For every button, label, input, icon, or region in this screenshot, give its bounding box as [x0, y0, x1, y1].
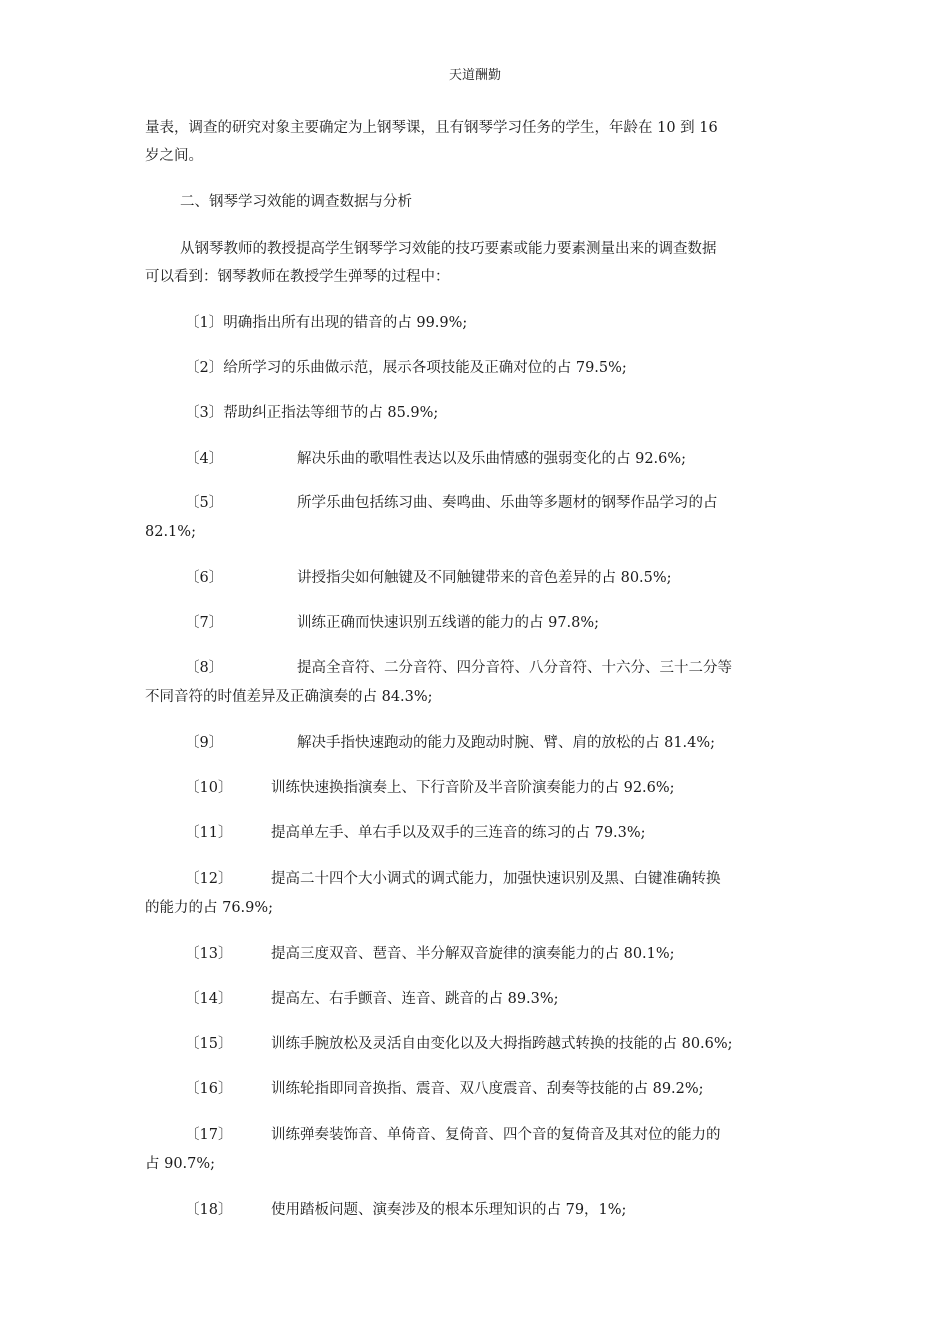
item-text: 给所学习的乐曲做示范，展示各项技能及正确对位的占 79.5%;	[223, 360, 627, 376]
list-item	[185, 730, 805, 757]
list-item	[185, 310, 805, 337]
item-number: 〔11〕	[185, 825, 233, 841]
item-number: 〔13〕	[185, 946, 233, 962]
page-header: 天道酬勤	[448, 68, 501, 83]
list-item	[185, 610, 805, 637]
item-number: 〔17〕	[185, 1127, 233, 1143]
list-item	[185, 866, 805, 893]
list-item	[185, 820, 805, 847]
item-number: 〔3〕	[185, 405, 224, 421]
list-item	[185, 446, 805, 473]
item-text: 所学乐曲包括练习曲、奏鸣曲、乐曲等多题材的钢琴作品学习的占	[297, 495, 718, 511]
item-number: 〔10〕	[185, 780, 233, 796]
item-continuation: 82.1%;	[145, 524, 196, 540]
paragraph-line-2: 可以看到：钢琴教师在教授学生弹琴的过程中：	[145, 269, 450, 285]
list-item	[185, 1031, 805, 1058]
paragraph-line-1: 从钢琴教师的教授提高学生钢琴学习效能的技巧要素或能力要素测量出来的调查数据	[180, 241, 717, 257]
item-text: 提高三度双音、琶音、半分解双音旋律的演奏能力的占 80.1%;	[271, 946, 675, 962]
list-item	[185, 986, 805, 1013]
item-text: 解决手指快速跑动的能力及跑动时腕、臂、肩的放松的占 81.4%;	[297, 735, 716, 751]
item-continuation: 不同音符的时值差异及正确演奏的占 84.3%;	[145, 689, 433, 705]
list-item	[185, 490, 805, 517]
item-text: 提高左、右手颤音、连音、跳音的占 89.3%;	[271, 991, 559, 1007]
item-number: 〔14〕	[185, 991, 233, 1007]
list-item	[185, 565, 805, 592]
item-number: 〔9〕	[185, 735, 224, 751]
item-number: 〔1〕	[185, 315, 224, 331]
item-text: 帮助纠正指法等细节的占 85.9%;	[223, 405, 439, 421]
item-number: 〔5〕	[185, 495, 224, 511]
list-item	[185, 1197, 805, 1224]
item-text: 训练弹奏装饰音、单倚音、复倚音、四个音的复倚音及其对位的能力的	[271, 1127, 721, 1143]
item-number: 〔7〕	[185, 615, 224, 631]
item-text: 提高单左手、单右手以及双手的三连音的练习的占 79.3%;	[271, 825, 646, 841]
list-item	[185, 941, 805, 968]
section-title: 二、钢琴学习效能的调查数据与分析	[180, 194, 412, 210]
item-text: 使用踏板问题、演奏涉及的根本乐理知识的占 79，1%;	[271, 1202, 627, 1218]
item-number: 〔16〕	[185, 1081, 233, 1097]
list-item	[185, 400, 805, 427]
intro-line-2: 岁之间。	[145, 148, 203, 164]
item-number: 〔2〕	[185, 360, 224, 376]
item-text: 训练轮指即同音换指、震音、双八度震音、刮奏等技能的占 89.2%;	[271, 1081, 704, 1097]
list-item	[185, 1122, 805, 1149]
item-text: 讲授指尖如何触键及不同触键带来的音色差异的占 80.5%;	[297, 570, 672, 586]
item-text: 训练正确而快速识别五线谱的能力的占 97.8%;	[297, 615, 600, 631]
item-text: 提高二十四个大小调式的调式能力，加强快速识别及黑、白键准确转换	[271, 871, 721, 887]
item-number: 〔18〕	[185, 1202, 233, 1218]
item-number: 〔12〕	[185, 871, 233, 887]
intro-line-1: 量表，调查的研究对象主要确定为上钢琴课，且有钢琴学习任务的学生，年龄在 10 到 16	[145, 120, 718, 136]
item-number: 〔6〕	[185, 570, 224, 586]
list-item	[185, 355, 805, 382]
item-number: 〔8〕	[185, 660, 224, 676]
list-item	[185, 1076, 805, 1103]
item-continuation: 占 90.7%;	[145, 1156, 216, 1172]
item-text: 明确指出所有出现的错音的占 99.9%;	[223, 315, 468, 331]
list-item	[185, 655, 805, 682]
item-text: 解决乐曲的歌唱性表达以及乐曲情感的强弱变化的占 92.6%;	[297, 451, 687, 467]
item-continuation: 的能力的占 76.9%;	[145, 900, 274, 916]
item-number: 〔4〕	[185, 451, 224, 467]
item-number: 〔15〕	[185, 1036, 233, 1052]
item-text: 训练手腕放松及灵活自由变化以及大拇指跨越式转换的技能的占 80.6%;	[271, 1036, 733, 1052]
list-item	[185, 775, 805, 802]
item-text: 提高全音符、二分音符、四分音符、八分音符、十六分、三十二分等	[297, 660, 732, 676]
item-text: 训练快速换指演奏上、下行音阶及半音阶演奏能力的占 92.6%;	[271, 780, 675, 796]
